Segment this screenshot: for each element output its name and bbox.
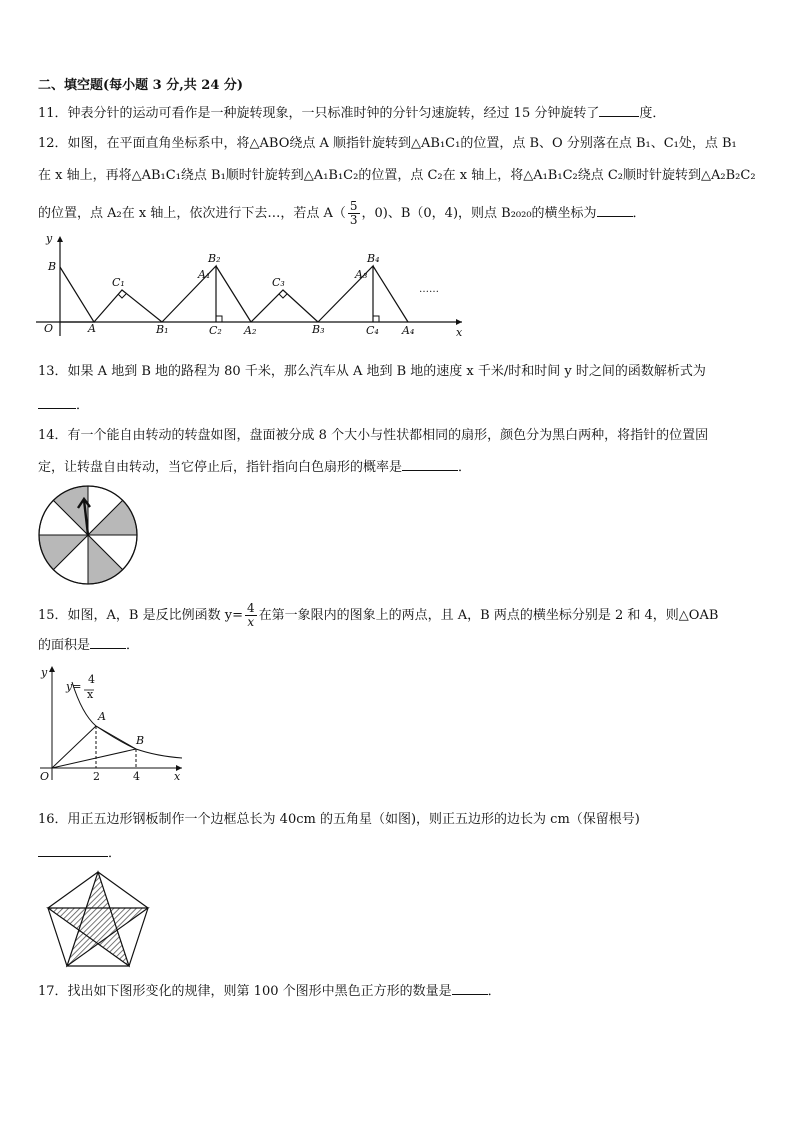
- q15-frac-num: 4: [247, 601, 255, 615]
- label-A1: A₁: [198, 268, 211, 281]
- q15-line-2: [38, 634, 139, 656]
- question-11: [38, 102, 665, 124]
- q14-answer-blank[interactable]: [402, 456, 458, 471]
- label-C2: C₂: [209, 324, 222, 337]
- q16-pentagon-star-figure: [44, 870, 152, 972]
- eq-num: 4: [88, 673, 95, 686]
- q15-frac-den: x: [247, 615, 255, 629]
- q12-line-1: 12．如图，在平面直角坐标系中，将△ABO绕点 A 顺指针旋转到△AB₁C₁的位置，点 B、O 分别落在点 B₁、C₁处，点 B₁: [38, 136, 737, 151]
- q14-line-1: 14．有一个能自由转动的转盘如图，盘面被分成 8 个大小与性状都相同的扇形，颜色分为黑白两种，将指针的位置固: [38, 428, 709, 443]
- label-x: x: [174, 770, 181, 783]
- label-ellipsis: ……: [419, 284, 439, 295]
- eq-den: x: [87, 688, 94, 701]
- q15-end: ．: [126, 638, 140, 653]
- tick-2: 2: [93, 770, 100, 783]
- label-A2: A₂: [244, 324, 257, 337]
- label-B3: B₃: [312, 323, 325, 336]
- q13-line-2: [38, 394, 89, 416]
- label-O: O: [40, 770, 50, 783]
- q13-end: ．: [76, 398, 90, 413]
- segment-OB: [52, 749, 136, 768]
- q14-end: ．: [458, 460, 472, 475]
- segment-B4-A4: [373, 266, 408, 322]
- q12-frac-num: 5: [349, 199, 358, 213]
- q15-answer-blank[interactable]: [90, 634, 126, 649]
- q14-spinner-figure: [36, 484, 142, 586]
- section-heading: 二、填空题(每小题 3 分,共 24 分): [38, 78, 244, 93]
- segment-AB: [96, 726, 136, 749]
- q11-answer-blank[interactable]: [599, 102, 639, 117]
- right-angle-mark-C4: [373, 316, 379, 322]
- q17-answer-blank[interactable]: [452, 980, 488, 995]
- q14-line-2-text: 定，让转盘自由转动，当它停止后，指针指向白色扇形的概率是: [38, 460, 403, 475]
- label-B: B: [48, 260, 57, 273]
- question-17: [38, 980, 501, 1002]
- right-angle-mark-C3: [279, 294, 287, 298]
- q11-suffix: 度．: [639, 106, 666, 121]
- label-x: x: [456, 326, 463, 339]
- y-axis-arrow: [57, 236, 63, 242]
- label-C1: C₁: [112, 276, 125, 289]
- segment-B2-A2: [216, 266, 251, 322]
- q17-text: 17．找出如下图形变化的规律，则第 100 个图形中黑色正方形的数量是: [38, 984, 452, 999]
- label-B: B: [136, 734, 145, 747]
- q12-line-2: 在 x 轴上，再将△AB₁C₁绕点 B₁顺时针旋转到△A₁B₁C₂的位置，点 C₂在 x 轴上，将△A₁B₁C₂绕点 C₂顺时针旋转到△A₂B₂C₂: [38, 168, 756, 183]
- q13-line-1: 13．如果 A 地到 B 地的路程为 80 千米，那么汽车从 A 地到 B 地的速度 x 千米/时和时间 y 时之间的函数解析式为: [38, 364, 706, 379]
- triangle-AB1C1: [94, 290, 162, 322]
- right-angle-mark-C1: [118, 294, 126, 298]
- q13-answer-blank[interactable]: [38, 394, 76, 409]
- right-angle-mark-C2: [216, 316, 222, 322]
- q16-answer-blank[interactable]: [38, 842, 108, 857]
- label-y: y: [41, 666, 48, 679]
- q12-line-3-end: ．: [632, 206, 646, 221]
- label-A4: A₄: [402, 324, 415, 337]
- q15-line-1b: 在第一象限内的图象上的两点，且 A，B 两点的横坐标分别是 2 和 4，则△OAB: [258, 608, 719, 623]
- q12-line-3b: ，0)、B（0，4)，则点 B₂₀₂₀的横坐标为: [361, 206, 597, 221]
- label-O: O: [44, 322, 54, 335]
- q15-line-1a: 15．如图，A，B 是反比例函数 y=: [38, 608, 243, 623]
- q14-line-2: [38, 456, 471, 478]
- q15-line-2-text: 的面积是: [38, 638, 91, 653]
- y-axis-arrow: [49, 666, 55, 672]
- label-y: y: [46, 232, 53, 245]
- q12-answer-blank[interactable]: [597, 202, 633, 217]
- label-C4: C₄: [366, 324, 379, 337]
- q12-fraction: [348, 200, 360, 227]
- label-A: A: [98, 710, 106, 723]
- triangle-ABO: [60, 267, 94, 322]
- q17-end: ．: [487, 984, 501, 999]
- q12-line-3: [38, 200, 646, 227]
- label-A: A: [88, 322, 96, 335]
- q15-line-1: [38, 602, 718, 629]
- q15-fraction: [245, 602, 257, 629]
- label-B2: B₂: [208, 252, 221, 265]
- label-B1: B₁: [156, 323, 169, 336]
- tick-4: 4: [133, 770, 140, 783]
- q15-hyperbola-figure: [36, 662, 188, 784]
- label-A3: A₃: [355, 268, 368, 281]
- q16-line-2: [38, 842, 121, 864]
- label-C3: C₃: [272, 276, 285, 289]
- q12-line-3a: 的位置，点 A₂在 x 轴上，依次进行下去…，若点 A（: [38, 206, 346, 221]
- q16-end: ．: [108, 846, 122, 861]
- segment-OA: [52, 726, 96, 768]
- triangle-A2-C3-B3: [251, 290, 318, 322]
- q16-line-1: 16．用正五边形钢板制作一个边框总长为 40cm 的五角星（如图)，则正五边形的边长为 cm（保留根号): [38, 812, 640, 827]
- q12-rotation-figure: [36, 232, 476, 344]
- q11-text: 11．钟表分针的运动可看作是一种旋转现象，一只标准时钟的分针匀速旋转，经过 15 分钟旋转了: [38, 106, 600, 121]
- x-axis-arrow: [456, 319, 462, 325]
- label-B4: B₄: [367, 252, 380, 265]
- eq-lhs: y=: [66, 680, 82, 693]
- q12-frac-den: 3: [349, 213, 358, 227]
